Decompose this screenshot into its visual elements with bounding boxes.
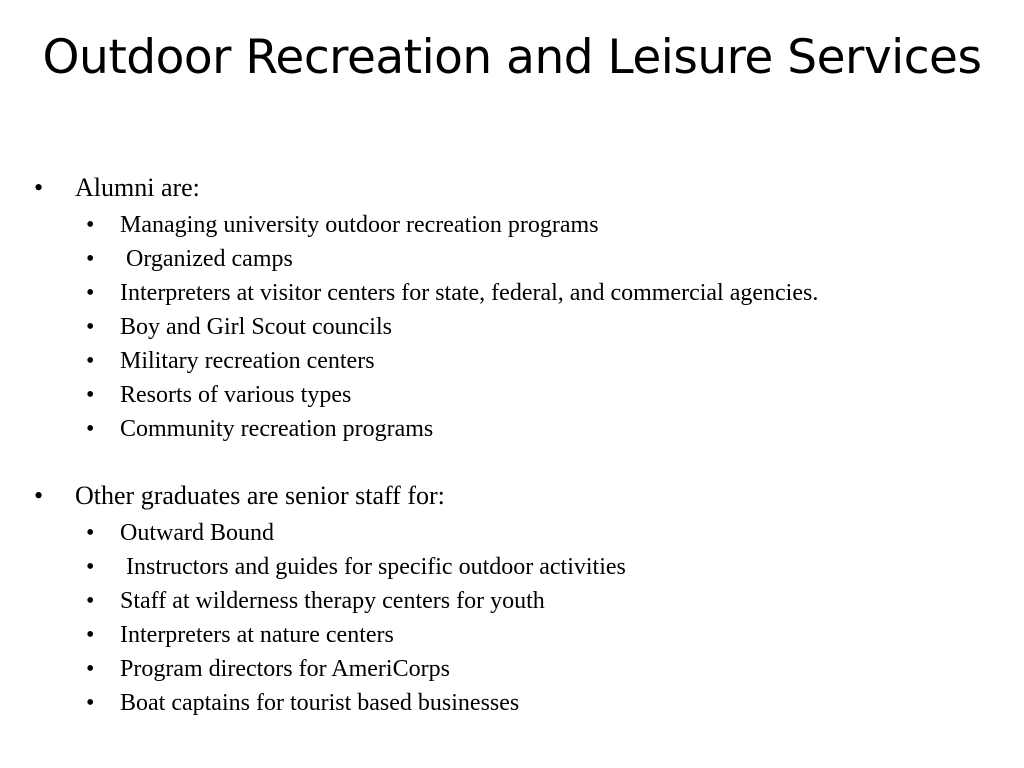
list-item-text: Outward Bound bbox=[120, 520, 274, 546]
list-item bbox=[34, 276, 994, 310]
list-item bbox=[34, 310, 994, 344]
bullet-icon: • bbox=[86, 656, 95, 682]
list-item bbox=[34, 584, 994, 618]
list-item-text: Staff at wilderness therapy centers for youth bbox=[120, 588, 545, 614]
list-item-text: Program directors for AmeriCorps bbox=[120, 656, 450, 682]
bullet-icon: • bbox=[86, 348, 95, 374]
list-item-text: Boat captains for tourist based businesses bbox=[120, 690, 520, 716]
list-item bbox=[34, 242, 994, 276]
list-item-text: Interpreters at visitor centers for state, federal, and commercial agencies. bbox=[120, 280, 819, 306]
section-heading bbox=[34, 476, 994, 516]
list-item-text: Organized camps bbox=[120, 246, 293, 272]
list-item bbox=[34, 550, 994, 584]
list-item-text: Military recreation centers bbox=[120, 348, 375, 374]
bullet-icon: • bbox=[86, 314, 95, 340]
section-heading bbox=[34, 168, 994, 208]
list-item bbox=[34, 686, 994, 720]
slide-title: Outdoor Recreation and Leisure Services bbox=[42, 30, 982, 85]
bullet-icon: • bbox=[86, 212, 95, 238]
list-item bbox=[34, 344, 994, 378]
bullet-icon: • bbox=[86, 382, 95, 408]
list-item-text: Instructors and guides for specific outdoor activities bbox=[120, 554, 626, 580]
section-alumni bbox=[34, 168, 994, 446]
bullet-icon: • bbox=[86, 554, 95, 580]
slide-content bbox=[34, 168, 994, 720]
list-item bbox=[34, 378, 994, 412]
sub-bullet-list bbox=[34, 516, 994, 720]
list-item bbox=[34, 516, 994, 550]
list-item-text: Managing university outdoor recreation programs bbox=[120, 212, 599, 238]
bullet-icon: • bbox=[86, 690, 95, 716]
sub-bullet-list bbox=[34, 208, 994, 446]
section-heading-text: Other graduates are senior staff for: bbox=[75, 481, 445, 510]
list-item-text: Boy and Girl Scout councils bbox=[120, 314, 392, 340]
list-item bbox=[34, 618, 994, 652]
list-item-text: Community recreation programs bbox=[120, 416, 434, 442]
bullet-icon: • bbox=[86, 416, 95, 442]
bullet-icon: • bbox=[34, 481, 44, 510]
bullet-icon: • bbox=[86, 280, 95, 306]
bullet-icon: • bbox=[86, 588, 95, 614]
list-item bbox=[34, 208, 994, 242]
list-item bbox=[34, 652, 994, 686]
bullet-icon: • bbox=[86, 520, 95, 546]
section-other-graduates bbox=[34, 476, 994, 720]
section-heading-text: Alumni are: bbox=[75, 173, 200, 202]
list-item-text: Resorts of various types bbox=[120, 382, 352, 408]
bullet-icon: • bbox=[34, 173, 44, 202]
list-item-text: Interpreters at nature centers bbox=[120, 622, 394, 648]
bullet-icon: • bbox=[86, 246, 95, 272]
list-item bbox=[34, 412, 994, 446]
bullet-icon: • bbox=[86, 622, 95, 648]
